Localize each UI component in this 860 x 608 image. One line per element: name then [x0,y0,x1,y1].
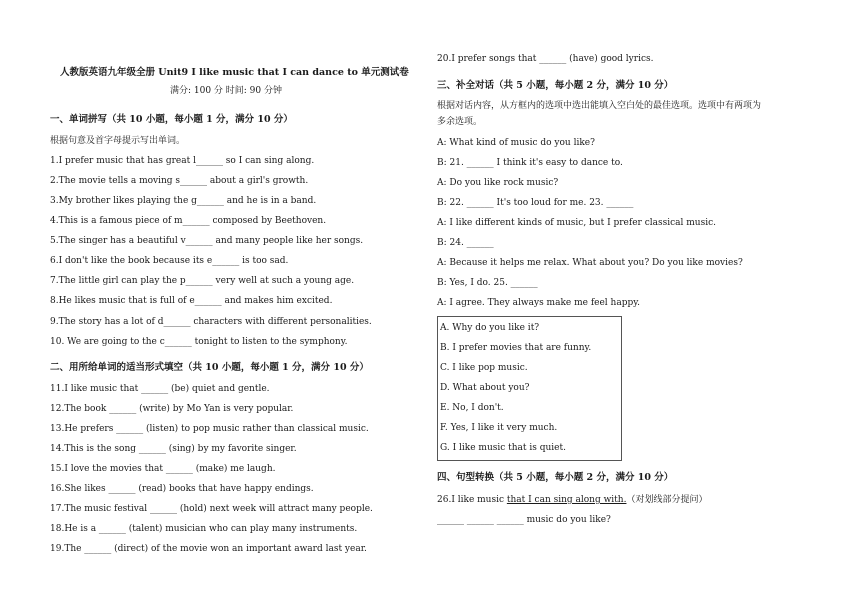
option-e: E. No, I don't. [440,403,504,413]
section3-instruction-line1: 根据对话内容，从方框内的选项中选出能填入空白处的最佳选项。选项中有两项为 [437,101,762,111]
dialogue-line: A: I agree. They always make me feel happy. [437,298,640,308]
option-d: D. What about you? [440,383,530,393]
dialogue-line: B: 21. ______ I think it's easy to dance to. [437,158,623,168]
section3-heading: 三、补全对话（共 5 小题，每小题 2 分，满分 10 分） [437,80,674,91]
question-8: 8.He likes music that is full of e______ and makes him excited. [50,296,333,306]
dialogue-line: A: I like different kinds of music, but I prefer classical music. [437,218,716,228]
question-1: 1.I prefer music that has great l______ so I can sing along. [50,156,315,166]
question-20: 20.I prefer songs that ______ (have) good lyrics. [437,54,654,64]
question-26-instruction: （对划线部分提问） [626,495,708,505]
option-g: G. I like music that is quiet. [440,443,566,453]
option-a: A. Why do you like it? [440,323,540,333]
dialogue-line: B: 22. ______ It's too loud for me. 23. ______ [437,198,634,208]
question-19: 19.The ______ (direct) of the movie won an important award last year. [50,544,367,554]
question-17: 17.The music festival ______ (hold) next week will attract many people. [50,504,373,514]
question-18: 18.He is a ______ (talent) musician who can play many instruments. [50,524,358,534]
section1-heading: 一、单词拼写（共 10 小题，每小题 1 分，满分 10 分） [50,114,293,125]
question-12: 12.The book ______ (write) by Mo Yan is very popular. [50,404,294,414]
section3-instruction-line2: 多余选项。 [437,117,483,127]
question-7: 7.The little girl can play the p______ very well at such a young age. [50,276,355,286]
question-6: 6.I don't like the book because its e______ is too sad. [50,256,289,266]
question-14: 14.This is the song ______ (sing) by my favorite singer. [50,444,297,454]
question-5: 5.The singer has a beautiful v______ and many people like her songs. [50,236,364,246]
question-9: 9.The story has a lot of d______ characters with different personalities. [50,317,372,327]
section2-heading: 二、用所给单词的适当形式填空（共 10 小题，每小题 1 分，满分 10 分） [50,362,369,373]
dialogue-line: A: Because it helps me relax. What about you? Do you like movies? [437,258,743,268]
question-16: 16.She likes ______ (read) books that have happy endings. [50,484,314,494]
dialogue-line: A: What kind of music do you like? [437,138,595,148]
question-3: 3.My brother likes playing the g______ and he is in a band. [50,196,317,206]
option-f: F. Yes, I like it very much. [440,423,558,433]
question-2: 2.The movie tells a moving s______ about a girl's growth. [50,176,309,186]
dialogue-line: B: 24. ______ [437,238,494,248]
section4-heading: 四、句型转换（共 5 小题，每小题 2 分，满分 10 分） [437,472,674,483]
question-26-underlined: that I can sing along with. [506,495,627,505]
question-15: 15.I love the movies that ______ (make) me laugh. [50,464,276,474]
options-box [437,316,622,461]
option-b: B. I prefer movies that are funny. [440,343,592,353]
score-time-info: 满分: 100 分 时间: 90 分钟 [170,86,282,96]
page-title: 人教版英语九年级全册 Unit9 I like music that I can dance to 单元测试卷 [60,67,409,78]
question-10: 10. We are going to the c______ tonight to listen to the symphony. [50,337,348,347]
question-26-answer: ______ ______ ______ music do you like? [437,515,611,525]
question-26-prefix: 26.I like music [437,495,507,505]
dialogue-line: B: Yes, I do. 25. ______ [437,278,538,288]
question-13: 13.He prefers ______ (listen) to pop music rather than classical music. [50,424,369,434]
question-4: 4.This is a famous piece of m______ composed by Beethoven. [50,216,327,226]
dialogue-line: A: Do you like rock music? [437,178,559,188]
option-c: C. I like pop music. [440,363,528,373]
question-26 [437,494,707,506]
question-11: 11.I like music that ______ (be) quiet and gentle. [50,384,270,394]
section1-instruction: 根据句意及首字母提示写出单词。 [50,136,186,146]
